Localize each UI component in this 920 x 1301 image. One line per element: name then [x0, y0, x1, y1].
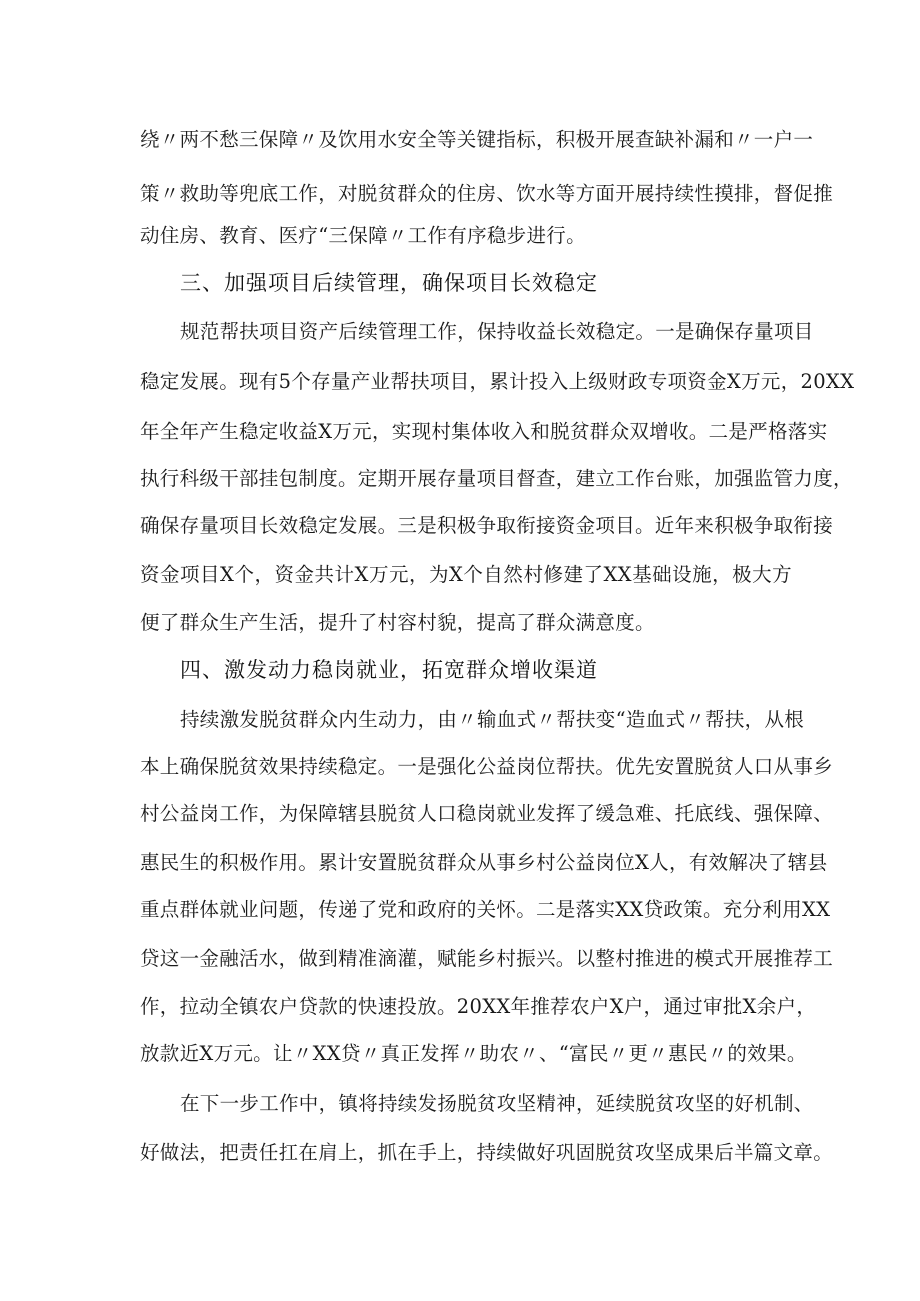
paragraph-1-line-1: 绕〃两不愁三保障〃及饮用水安全等关键指标，积极开展查缺补漏和〃一户一	[140, 128, 814, 151]
paragraph-4-line-2: 好做法，把责任扛在肩上，抓在手上，持续做好巩固脱贫攻坚成果后半篇文章。	[140, 1141, 834, 1164]
paragraph-3-line-4: 惠民生的积极作用。累计安置脱贫群众从事乡村公益岗位X人，有效解决了辖县	[140, 851, 828, 874]
paragraph-2-line-2: 稳定发展。现有5个存量产业帮扶项目，累计投入上级财政专项资金X万元，20XX	[140, 370, 855, 393]
paragraph-3-line-1: 持续激发脱贫群众内生动力，由〃输血式〃帮扶变“造血式〃帮扶，从根	[180, 708, 805, 731]
paragraph-4-line-1: 在下一步工作中，镇将持续发扬脱贫攻坚精神，延续脱贫攻坚的好机制、	[180, 1092, 814, 1115]
paragraph-2-line-6: 资金项目X个，资金共计X万元，为X个自然村修建了XX基础设施，极大方	[140, 563, 792, 586]
paragraph-3-line-5: 重点群体就业问题，传递了党和政府的关怀。二是落实XX贷政策。充分利用XX	[140, 898, 831, 921]
paragraph-3-line-6: 贷这一金融活水，做到精准滴灌，赋能乡村振兴。以整村推进的模式开展推荐工	[140, 947, 834, 970]
section-heading-4: 四、激发动力稳岗就业，拓宽群众增收渠道	[180, 658, 598, 682]
paragraph-3-line-2: 本上确保脱贫效果持续稳定。一是强化公益岗位帮扶。优先安置脱贫人口从事乡	[140, 755, 834, 778]
paragraph-3-line-7: 作，拉动全镇农户贷款的快速投放。20XX年推荐农户X户，通过审批X余户，	[140, 995, 817, 1018]
paragraph-2-line-7: 便了群众生产生活，提升了村容村貌，提高了群众满意度。	[140, 611, 655, 634]
paragraph-2-line-3: 年全年产生稳定收益X万元，实现村集体收入和脱贫群众双增收。二是严格落实	[140, 420, 828, 443]
paragraph-2-line-1: 规范帮扶项目资产后续管理工作，保持收益长效稳定。一是确保存量项目	[180, 320, 814, 343]
paragraph-3-line-3: 村公益岗工作，为保障辖县脱贫人口稳岗就业发挥了缓急难、托底线、强保障、	[140, 802, 834, 825]
section-heading-3: 三、加强项目后续管理，确保项目长效稳定	[180, 271, 598, 295]
paragraph-1-line-3: 动住房、教育、医疗“三保障〃工作有序稳步进行。	[140, 224, 586, 247]
paragraph-1-line-2: 策〃救助等兜底工作，对脱贫群众的住房、饮水等方面开展持续性摸排，督促推	[140, 182, 834, 205]
paragraph-3-line-8: 放款近X万元。让〃XX贷〃真正发挥〃助农〃、“富民〃更〃惠民〃的效果。	[140, 1042, 807, 1065]
paragraph-2-line-4: 执行科级干部挂包制度。定期开展存量项目督查，建立工作台账，加强监管力度，	[140, 467, 853, 490]
paragraph-2-line-5: 确保存量项目长效稳定发展。三是积极争取衔接资金项目。近年来积极争取衔接	[140, 514, 834, 537]
